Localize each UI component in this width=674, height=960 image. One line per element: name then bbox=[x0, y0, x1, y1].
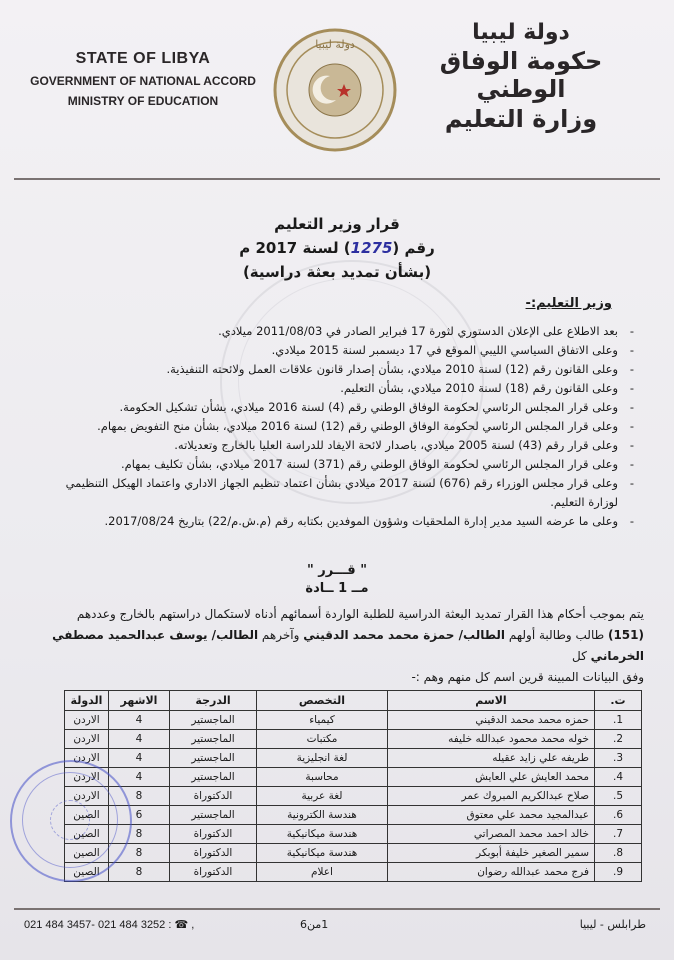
recital-item: - بعد الاطلاع على الإعلان الدستوري لثورة 17 فبراير الصادر في 2011/08/03 ميلادي. bbox=[44, 322, 634, 341]
recital-item: - وعلى القانون رقم (12) لسنة 2010 ميلادي، بشأن إصدار قانون علاقات العمل ولائحته التنفيذية. bbox=[44, 360, 634, 379]
table-row: 4. محمد العايش علي العايش محاسبة الماجستير 4 الاردن bbox=[65, 768, 642, 787]
minister-heading: وزير التعليم:- bbox=[525, 296, 612, 311]
col-degree: الدرجة bbox=[170, 691, 257, 711]
article-body bbox=[30, 604, 644, 688]
page-number: 1من6 bbox=[300, 918, 329, 931]
col-country: الدولة bbox=[65, 691, 109, 711]
table-header-row bbox=[65, 691, 642, 711]
state-name-ar: دولة ليبيا bbox=[472, 20, 570, 45]
students-table bbox=[64, 690, 642, 882]
header-divider bbox=[14, 178, 660, 180]
article-paragraph-1: يتم بموجب أحكام هذا القرار تمديد البعثة الدراسية للطلبة الواردة أسمائهم أدناه لاستكمال دراستهم بالخارج وعددهم bbox=[76, 607, 644, 621]
decision-word: " قـــرر " bbox=[306, 563, 367, 578]
col-months: الاشهر bbox=[109, 691, 170, 711]
article-number: مــ 1 ــادة bbox=[305, 581, 369, 596]
col-specialty: التخصص bbox=[257, 691, 388, 711]
recital-item: - وعلى قرار المجلس الرئاسي لحكومة الوفاق الوطني رقم (4) لسنة 2016 ميلادي، بشأن تشكيل الحكومة. bbox=[44, 398, 634, 417]
decision-heading bbox=[0, 562, 674, 598]
recitals-list bbox=[44, 322, 634, 531]
state-name-en: STATE OF LIBYA bbox=[75, 50, 211, 67]
recital-item: - وعلى القانون رقم (18) لسنة 2010 ميلادي، بشأن التعليم. bbox=[44, 379, 634, 398]
footer-phone: 021 484 3457- 021 484 3252 : ☎ , bbox=[24, 919, 195, 931]
ministry-stamp-center bbox=[50, 800, 90, 840]
header-arabic bbox=[396, 20, 646, 133]
first-student: الطالب/ حمزة محمد محمد الدقيني bbox=[303, 628, 506, 642]
seal-text: دولة ليبيا bbox=[315, 38, 355, 51]
last-student: الطالب/ يوسف عبدالحميد مصطفي الخرماني bbox=[52, 628, 644, 663]
article-paragraph-3: وفق البيانات المبينة قرين اسم كل منهم وهم :- bbox=[411, 670, 644, 684]
table-row: 7. خالد احمد محمد المصراتي هندسة ميكانيكية الدكتوراة 8 الصين bbox=[65, 825, 642, 844]
recital-item: - وعلى الاتفاق السياسي الليبي الموقع في 17 ديسمبر لسنة 2015 ميلادي. bbox=[44, 341, 634, 360]
handwritten-decision-number: 1275 bbox=[350, 239, 393, 257]
footer bbox=[0, 918, 674, 938]
recital-item: - وعلى قرار مجلس الوزراء رقم (676) لسنة 2017 ميلادي بشأن اعتماد تنظيم الجهاز الاداري واعتماد الهيكل التنظيمي لوزارة التعليم. bbox=[44, 474, 634, 512]
title-line-2: رقم (1275) لسنة 2017 م bbox=[239, 239, 435, 257]
table-row: 5. صلاح عبدالكريم المبروك عمر لغة عربية الدكتوراة 8 الاردن bbox=[65, 787, 642, 806]
ministry-name-en: MINISTRY OF EDUCATION bbox=[67, 94, 219, 108]
recital-item: - وعلى قرار المجلس الرئاسي لحكومة الوفاق الوطني رقم (12) لسنة 2016 ميلادي، بشأن منح التفويض بمهام. bbox=[44, 417, 634, 436]
col-number: ت. bbox=[595, 691, 642, 711]
footer-divider bbox=[14, 908, 660, 910]
ministry-name-ar: وزارة التعليم bbox=[444, 105, 598, 133]
state-seal bbox=[270, 14, 400, 164]
header-english bbox=[28, 50, 258, 108]
table-row: 3. طريفه علي زايد عقيله لغة انجليزية الماجستير 4 الاردن bbox=[65, 749, 642, 768]
table-row: 6. عبدالمجيد محمد علي معتوق هندسة الكترونية الماجستير 6 الصين bbox=[65, 806, 642, 825]
table-row: 1. حمزه محمد محمد الدقيني كيمياء الماجستير 4 الاردن bbox=[65, 711, 642, 730]
col-name: الاسم bbox=[388, 691, 595, 711]
title-line-3: (بشأن تمديد بعثة دراسية) bbox=[242, 263, 432, 281]
article-paragraph-2: (151) طالب وطالبة أولهم الطالب/ حمزة محمد محمد الدقيني وآخرهم الطالب/ يوسف عبدالحميد مصطفي الخرماني كل bbox=[52, 628, 644, 663]
table-row: 8. سمير الصغير خليفة أبوبكر هندسة ميكانيكية الدكتوراة 8 الصين bbox=[65, 844, 642, 863]
decision-title bbox=[0, 212, 674, 284]
recital-item: - وعلى ما عرضه السيد مدير إدارة الملحقيات وشؤون الموفدين بكتابه رقم (م.ش.م/22) بتاريخ 2017/08/24. bbox=[44, 512, 634, 531]
footer-city: طرابلس - ليبيا bbox=[579, 918, 646, 931]
recital-item: - وعلى قرار رقم (43) لسنة 2005 ميلادي، باصدار لائحة الايفاد للدراسة العليا بالخارج وتعديلاته. bbox=[44, 436, 634, 455]
government-name-en: GOVERNMENT OF NATIONAL ACCORD bbox=[30, 74, 256, 88]
recital-item: - وعلى قرار المجلس الرئاسي لحكومة الوفاق الوطني رقم (371) لسنة 2017 ميلادي، بشأن تكليف بمهام. bbox=[44, 455, 634, 474]
government-name-ar: حكومة الوفاق الوطني bbox=[439, 47, 603, 103]
title-line-1: قرار وزير التعليم bbox=[274, 215, 400, 233]
table-row: 2. خوله محمد محمود عبدالله خليفه مكتبات الماجستير 4 الاردن bbox=[65, 730, 642, 749]
table-row: 9. فرج محمد عبدالله رضوان اعلام الدكتوراة 8 الصين bbox=[65, 863, 642, 882]
